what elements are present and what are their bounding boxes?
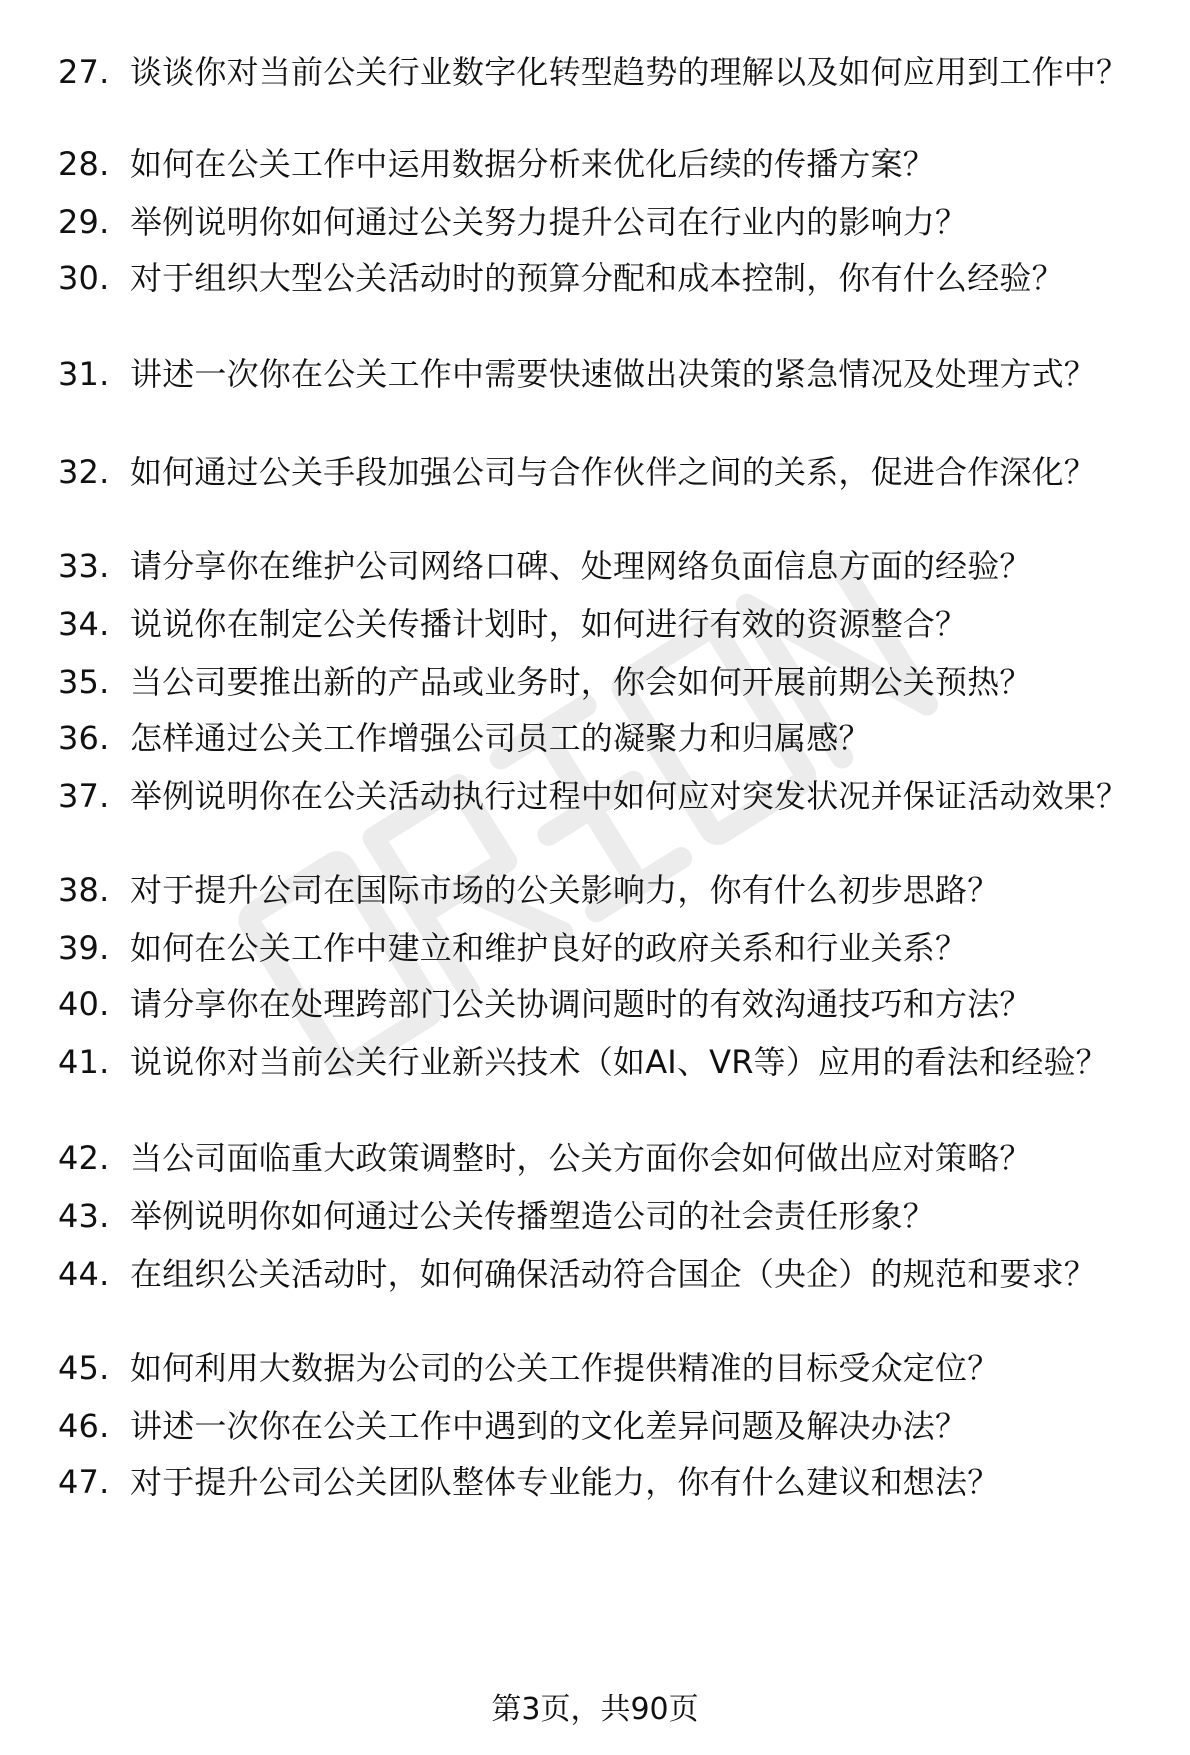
question-text: 举例说明你在公关活动执行过程中如何应对突发状况并保证活动效果？ (130, 777, 1129, 815)
question-text: 谈谈你对当前公关行业数字化转型趋势的理解以及如何应用到工作中？ (130, 53, 1129, 91)
list-item (58, 452, 1158, 492)
question-number: 34. (58, 605, 110, 643)
list-item (58, 546, 1158, 586)
list-item (58, 1254, 1158, 1294)
question-text: 对于组织大型公关活动时的预算分配和成本控制，你有什么经验？ (130, 259, 1064, 297)
question-number: 30. (58, 259, 110, 297)
question-number: 43. (58, 1197, 110, 1235)
list-item (58, 202, 1158, 242)
question-text: 如何利用大数据为公司的公关工作提供精准的目标受众定位？ (130, 1349, 1000, 1387)
page-footer: 第3页，共90页 (491, 1692, 699, 1727)
question-text: 说说你对当前公关行业新兴技术（如AI、VR等）应用的看法和经验？ (130, 1043, 1108, 1081)
question-text: 对于提升公司公关团队整体专业能力，你有什么建议和想法？ (130, 1463, 1000, 1501)
question-text: 在组织公关活动时，如何确保活动符合国企（央企）的规范和要求？ (130, 1255, 1097, 1293)
question-number: 47. (58, 1463, 110, 1501)
list-item (58, 928, 1158, 968)
question-text: 当公司面临重大政策调整时，公关方面你会如何做出应对策略？ (130, 1139, 1032, 1177)
question-number: 36. (58, 719, 110, 757)
question-text: 如何通过公关手段加强公司与合作伙伴之间的关系，促进合作深化？ (130, 453, 1097, 491)
list-item (58, 144, 1158, 184)
list-item (58, 718, 1158, 758)
question-number: 46. (58, 1407, 110, 1445)
list-item (58, 662, 1158, 702)
question-number: 44. (58, 1255, 110, 1293)
question-text: 当公司要推出新的产品或业务时，你会如何开展前期公关预热？ (130, 663, 1032, 701)
question-text: 举例说明你如何通过公关努力提升公司在行业内的影响力？ (130, 203, 968, 241)
question-text: 说说你在制定公关传播计划时，如何进行有效的资源整合？ (130, 605, 968, 643)
question-number: 28. (58, 145, 110, 183)
question-number: 29. (58, 203, 110, 241)
question-number: 37. (58, 777, 110, 815)
question-number: 31. (58, 355, 110, 393)
question-number: 40. (58, 985, 110, 1023)
question-number: 35. (58, 663, 110, 701)
question-number: 42. (58, 1139, 110, 1177)
question-text: 怎样通过公关工作增强公司员工的凝聚力和归属感？ (130, 719, 871, 757)
question-text: 请分享你在维护公司网络口碑、处理网络负面信息方面的经验？ (130, 547, 1032, 585)
list-item (58, 776, 1158, 816)
list-item (58, 604, 1158, 644)
question-text: 请分享你在处理跨部门公关协调问题时的有效沟通技巧和方法？ (130, 985, 1032, 1023)
list-item (58, 1138, 1158, 1178)
question-text: 讲述一次你在公关工作中遇到的文化差异问题及解决办法？ (130, 1407, 968, 1445)
question-text: 如何在公关工作中运用数据分析来优化后续的传播方案？ (130, 145, 936, 183)
list-item (58, 52, 1158, 92)
question-text: 举例说明你如何通过公关传播塑造公司的社会责任形象？ (130, 1197, 936, 1235)
list-item (58, 1348, 1158, 1388)
question-number: 39. (58, 929, 110, 967)
question-number: 38. (58, 871, 110, 909)
question-number: 41. (58, 1043, 110, 1081)
list-item (58, 258, 1158, 298)
question-number: 45. (58, 1349, 110, 1387)
question-number: 33. (58, 547, 110, 585)
list-item (58, 1042, 1158, 1082)
list-item (58, 984, 1158, 1024)
question-text: 讲述一次你在公关工作中需要快速做出决策的紧急情况及处理方式？ (130, 355, 1097, 393)
list-item (58, 1462, 1158, 1502)
list-item (58, 354, 1158, 394)
list-item (58, 1196, 1158, 1236)
list-item (58, 870, 1158, 910)
question-number: 32. (58, 453, 110, 491)
question-text: 对于提升公司在国际市场的公关影响力，你有什么初步思路？ (130, 871, 1000, 909)
question-text: 如何在公关工作中建立和维护良好的政府关系和行业关系？ (130, 929, 968, 967)
list-item (58, 1406, 1158, 1446)
question-number: 27. (58, 53, 110, 91)
